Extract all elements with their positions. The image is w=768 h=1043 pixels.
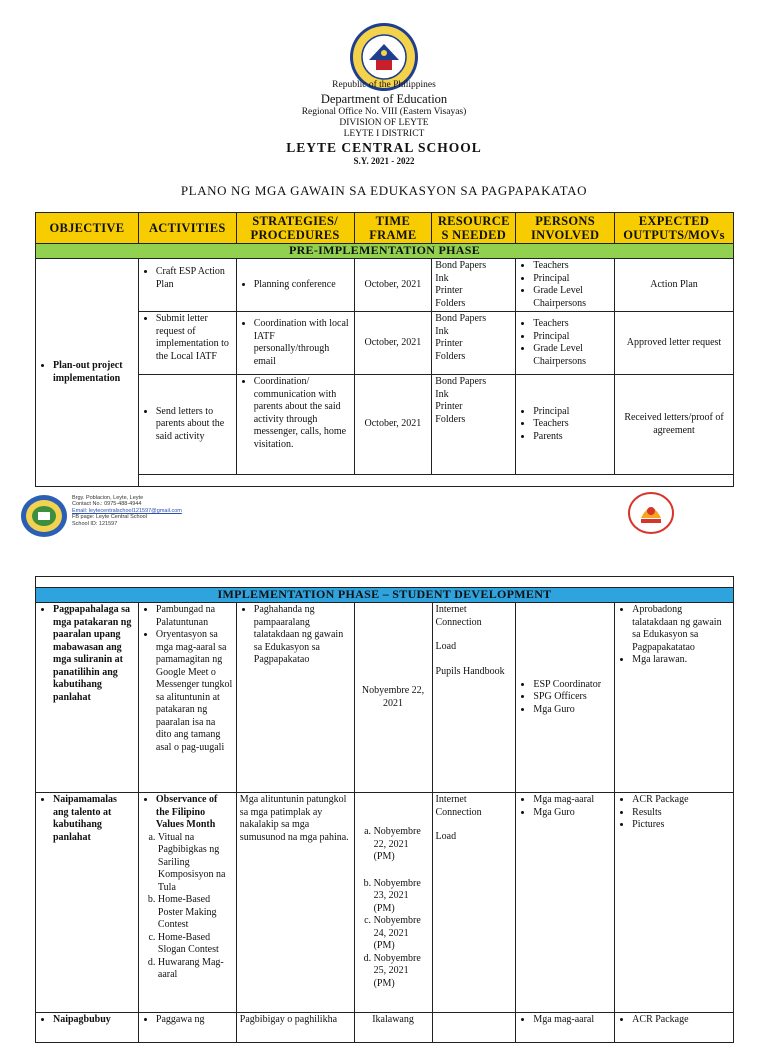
person-item: • Teachers <box>533 260 611 273</box>
time-item: d. Nobyembre 25, 2021 (PM) <box>374 953 429 991</box>
time-cell: October, 2021 <box>354 375 432 475</box>
phase-row <box>36 244 734 259</box>
person-item: • Mga Guro <box>533 807 611 820</box>
resources-cell <box>432 312 516 375</box>
table-row <box>36 312 734 375</box>
column-header: ACTIVITIES <box>138 213 236 244</box>
phase-row <box>36 588 734 603</box>
output-item: • Results <box>632 807 730 820</box>
person-item: • ESP Coordinator <box>533 679 611 692</box>
strategy-text: • Planning conference <box>254 279 351 292</box>
column-header: RESOURCE S NEEDED <box>432 213 516 244</box>
resource-item: Folders <box>435 413 466 425</box>
column-header: OBJECTIVE <box>36 213 139 244</box>
resource-item: Ink <box>435 325 449 337</box>
strategy-cell: Mga alituntunin patungkol sa mga patimplak ay nakalakip sa mga sumusunod na mga pahina. <box>236 793 354 1013</box>
person-item: • Mga Guro <box>533 704 611 717</box>
footer-school-id: School ID: 121597 <box>72 520 118 527</box>
header-division: DIVISION OF LEYTE <box>339 118 429 128</box>
resource-item: Printer <box>435 338 463 349</box>
activity-title: • Observance of the Filipino Values Month <box>156 794 233 832</box>
resource-item: Printer <box>435 285 463 296</box>
objective-cell <box>36 603 139 793</box>
person-item: • Parents <box>533 431 611 444</box>
objective-cell <box>36 793 139 1013</box>
person-item: • Principal <box>533 406 611 419</box>
outputs-cell <box>615 1013 734 1043</box>
resources-cell <box>432 1013 516 1043</box>
person-item: • Mga mag-aaral <box>533 1014 611 1027</box>
activity-cell <box>138 793 236 1013</box>
resource-item: Bond Papers <box>435 376 487 387</box>
table-row <box>36 1013 734 1043</box>
activity-cell <box>138 1013 236 1043</box>
footer-address: Brgy. Poblacion, Leyte, Leyte <box>72 495 144 501</box>
activity-item: d. Huwarang Mag-aaral <box>158 957 233 982</box>
activity-cell <box>138 259 236 312</box>
output-cell: Received letters/proof of agreement <box>615 375 734 475</box>
strategy-cell <box>236 312 354 375</box>
resource-item: Ink <box>435 388 449 400</box>
person-item: • Teachers <box>533 418 611 431</box>
activity-cell <box>138 375 236 475</box>
strategy-cell <box>236 259 354 312</box>
person-item: • Principal <box>533 331 611 344</box>
esp-logo <box>628 492 674 534</box>
activity-item: b. Home-Based Poster Making Contest <box>158 894 233 932</box>
resource-item: Load <box>435 641 457 652</box>
column-header: EXPECTED OUTPUTS/MOVs <box>615 213 734 244</box>
objective-cell <box>36 259 139 487</box>
strategy-cell <box>236 375 354 475</box>
resource-item: Bond Papers <box>435 313 487 324</box>
persons-cell <box>516 259 615 312</box>
person-item: • SPG Officers <box>533 691 611 704</box>
activity-item: c. Home-Based Slogan Contest <box>158 932 233 957</box>
person-item: • Principal <box>533 273 611 286</box>
table-row <box>36 603 734 793</box>
strategy-item: • Paghahanda ng pampaaralang talatakdaan ng gawain sa Edukasyon sa Pagpapakatao <box>254 604 351 667</box>
table-row <box>36 793 734 1013</box>
strategy-cell <box>236 603 354 793</box>
strategy-text: • Coordination with local IATF personally/through email <box>254 318 351 368</box>
time-item: a. Nobyembre 22, 2021 (PM) <box>374 826 429 864</box>
persons-cell <box>516 793 615 1013</box>
document-title: PLANO NG MGA GAWAIN SA EDUKASYON SA PAGPAPAKATAO <box>180 183 588 198</box>
column-header: STRATEGIES/ PROCEDURES <box>236 213 354 244</box>
empty-row <box>36 475 734 487</box>
activity-item: • Paggawa ng <box>156 1014 233 1027</box>
footer-contact <box>72 495 182 527</box>
activity-item: • Oryentasyon sa mga mag-aaral sa pamamagitan ng Google Meet o Messenger tungkol sa alituntunin at patakaran ng paaralan isa na dito ang tamang asal o pag-uugali <box>156 629 233 754</box>
table-row <box>36 259 734 312</box>
persons-cell <box>516 312 615 375</box>
table-header-row <box>36 213 734 244</box>
activity-item: • Pambungad na Palatuntunan <box>156 604 233 629</box>
resources-cell <box>432 375 516 475</box>
footer-contact-number: Contact No.: 0975-488-4944 <box>72 501 142 508</box>
output-item: • ACR Package <box>632 1014 730 1027</box>
resource-item: Internet Connection <box>435 604 482 628</box>
output-cell: Approved letter request <box>615 312 734 375</box>
activity-text: • Submit letter request of implementation to the Local IATF <box>156 313 233 363</box>
person-item: • Grade Level Chairpersons <box>533 285 611 310</box>
activity-text: • Send letters to parents about the said activity <box>156 406 233 444</box>
persons-cell <box>516 603 615 793</box>
phase-label: IMPLEMENTATION PHASE – STUDENT DEVELOPMENT <box>36 588 734 603</box>
objective-text: • Pagpapahalaga sa mga patakaran ng paaralan upang mabawasan ang mga suliranin at panatilihin ang kabutihang panlahat <box>53 604 135 704</box>
activity-cell <box>138 312 236 375</box>
column-header: PERSONS INVOLVED <box>516 213 615 244</box>
header-school-year: S.Y. 2021 - 2022 <box>353 156 415 166</box>
strategy-cell: Pagbibigay o paghilikha <box>236 1013 354 1043</box>
footer-fb-page: FB page: Leyte Central School <box>72 514 147 521</box>
output-item: • Aprobadong talatakdaan ng gawain sa Edukasyon sa Pagpapakatatao <box>632 604 730 654</box>
person-item: • Mga mag-aaral <box>533 794 611 807</box>
objective-text: • Plan-out project implementation <box>53 360 135 385</box>
resources-cell <box>432 793 516 1013</box>
plan-table-implementation <box>35 576 734 1043</box>
resources-cell <box>432 259 516 312</box>
resource-item: Printer <box>435 401 463 412</box>
resource-item: Ink <box>435 272 449 284</box>
time-cell: October, 2021 <box>354 312 432 375</box>
output-item: • Pictures <box>632 819 730 832</box>
time-cell: Nobyembre 22, 2021 <box>354 603 432 793</box>
persons-cell <box>516 375 615 475</box>
plan-table-pre-implementation <box>35 212 734 487</box>
resource-item: Folders <box>435 297 466 309</box>
column-header: TIME FRAME <box>354 213 432 244</box>
output-cell: Action Plan <box>615 259 734 312</box>
header-school: LEYTE CENTRAL SCHOOL <box>286 140 482 155</box>
activity-item: a. Vitual na Pagbibigkas ng Sariling Komposisyon na Tula <box>158 832 233 895</box>
table-row <box>36 375 734 475</box>
output-item: • ACR Package <box>632 794 730 807</box>
strategy-text: • Coordination/ communication with parents about the said activity through messenger, calls, home visitation. <box>254 376 351 451</box>
time-cell <box>354 793 432 1013</box>
time-cell: October, 2021 <box>354 259 432 312</box>
objective-text: • Naipamamalas ang talento at kabutihang panlahat <box>53 794 135 844</box>
activity-text: • Craft ESP Action Plan <box>156 266 233 291</box>
header-republic: Republic of the Philippines <box>332 80 436 90</box>
activity-cell <box>138 603 236 793</box>
persons-cell <box>516 1013 615 1043</box>
person-item: • Teachers <box>533 318 611 331</box>
objective-cell <box>36 1013 139 1043</box>
outputs-cell <box>615 603 734 793</box>
empty-row <box>36 577 734 588</box>
time-cell: Ikalawang <box>354 1013 432 1043</box>
resource-item: Bond Papers <box>435 260 487 271</box>
resource-item: Internet Connection <box>435 794 482 818</box>
phase-label: PRE-IMPLEMENTATION PHASE <box>36 244 734 259</box>
header-district: LEYTE I DISTRICT <box>343 129 425 139</box>
school-seal-logo <box>20 494 68 538</box>
time-item: b. Nobyembre 23, 2021 (PM) <box>374 878 429 916</box>
resource-item: Pupils Handbook <box>435 665 505 677</box>
objective-text: • Naipagbubuy <box>53 1014 135 1027</box>
person-item: • Grade Level Chairpersons <box>533 343 611 368</box>
header-department: Department of Education <box>320 92 448 106</box>
resource-item: Load <box>435 831 457 842</box>
resources-cell <box>432 603 516 793</box>
footer-email: Email: leytecentralschool121597@gmail.com <box>72 507 182 514</box>
time-item: c. Nobyembre 24, 2021 (PM) <box>374 915 429 953</box>
output-item: • Mga larawan. <box>632 654 730 667</box>
header-region: Regional Office No. VIII (Eastern Visayas) <box>301 107 467 117</box>
resource-item: Folders <box>435 350 466 362</box>
outputs-cell <box>615 793 734 1013</box>
